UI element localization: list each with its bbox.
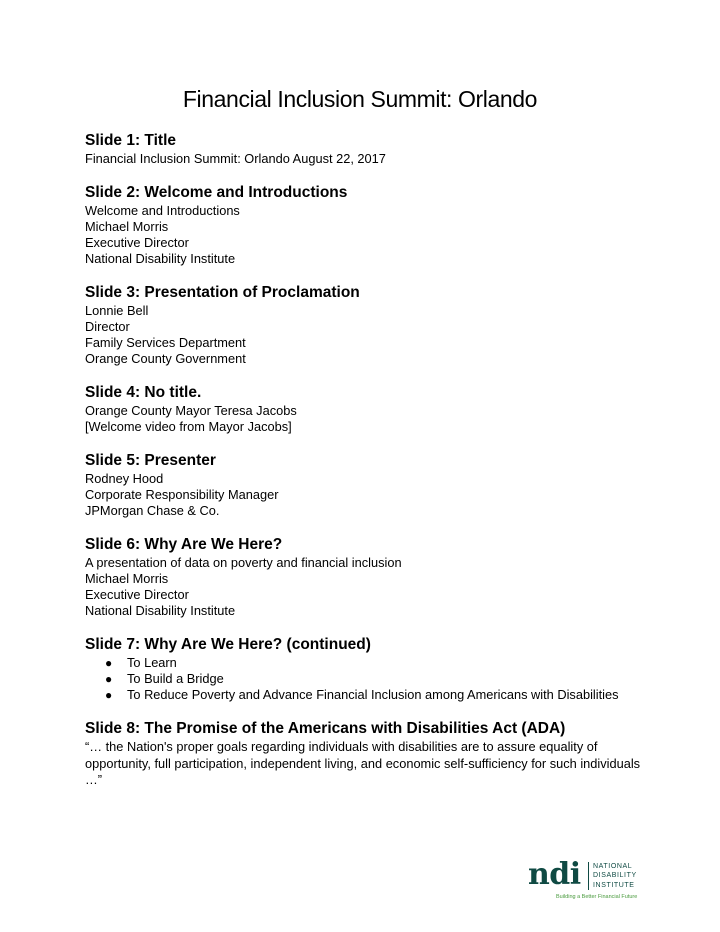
logo-wordmark (593, 862, 637, 890)
bullet-icon: ● (105, 656, 113, 670)
bullet-icon: ● (105, 672, 113, 686)
bullet-item (85, 671, 645, 687)
slide-heading: Slide 5: Presenter (85, 452, 216, 469)
slide-line: Family Services Department (85, 335, 246, 350)
slide-heading: Slide 7: Why Are We Here? (continued) (85, 636, 371, 653)
slide-heading: Slide 8: The Promise of the Americans with Disabilities Act (ADA) (85, 720, 566, 737)
logo-line: INSTITUTE (593, 881, 635, 889)
slide-line: Corporate Responsibility Manager (85, 487, 279, 502)
slide-5-section (85, 451, 645, 519)
slide-line: Executive Director (85, 587, 189, 602)
slide-4-section (85, 383, 645, 435)
slide-line: Rodney Hood (85, 471, 164, 486)
slide-3-section (85, 283, 645, 367)
slide-heading: Slide 2: Welcome and Introductions (85, 184, 348, 201)
slide-line: National Disability Institute (85, 603, 236, 618)
logo-tagline: Building a Better Financial Future (556, 894, 638, 900)
slide-line: Director (85, 319, 130, 334)
slide-line: Lonnie Bell (85, 303, 149, 318)
slide-quote: “… the Nation's proper goals regarding individuals with disabilities are to assure equality of opportunity, full participation, independent living, and economic self-sufficiency for such individuals …” (85, 739, 641, 787)
slide-line: National Disability Institute (85, 251, 236, 266)
slide-1-section (85, 131, 645, 167)
bullet-text: To Reduce Poverty and Advance Financial Inclusion among Americans with Disabilities (127, 687, 619, 702)
logo-divider (588, 862, 589, 890)
slide-heading: Slide 4: No title. (85, 384, 202, 401)
slide-line: Financial Inclusion Summit: Orlando August 22, 2017 (85, 151, 386, 166)
slide-line: A presentation of data on poverty and financial inclusion (85, 555, 402, 570)
slide-heading: Slide 3: Presentation of Proclamation (85, 284, 360, 301)
slide-line: Michael Morris (85, 219, 169, 234)
logo-line: DISABILITY (593, 872, 637, 880)
slide-line: Michael Morris (85, 571, 169, 586)
slide-heading: Slide 1: Title (85, 132, 177, 149)
bullet-item (85, 655, 645, 671)
logo-line: NATIONAL (593, 863, 633, 870)
slide-line: Orange County Mayor Teresa Jacobs (85, 403, 297, 418)
logo-mark: ndi (528, 857, 581, 892)
slide-7-section (85, 635, 645, 703)
bullet-list (85, 655, 645, 703)
slide-line: Orange County Government (85, 351, 246, 366)
bullet-text: To Learn (127, 655, 177, 670)
slide-line: Executive Director (85, 235, 189, 250)
slide-line: [Welcome video from Mayor Jacobs] (85, 419, 292, 434)
ndi-logo (528, 858, 648, 906)
bullet-icon: ● (105, 688, 113, 702)
document-body (85, 131, 645, 805)
slide-line: JPMorgan Chase & Co. (85, 503, 220, 518)
slide-8-section (85, 719, 645, 789)
slide-heading: Slide 6: Why Are We Here? (85, 536, 283, 553)
slide-line: Welcome and Introductions (85, 203, 240, 218)
slide-2-section (85, 183, 645, 267)
bullet-text: To Build a Bridge (127, 671, 224, 686)
slide-6-section (85, 535, 645, 619)
document-title: Financial Inclusion Summit: Orlando (182, 86, 538, 112)
bullet-item (85, 687, 645, 703)
